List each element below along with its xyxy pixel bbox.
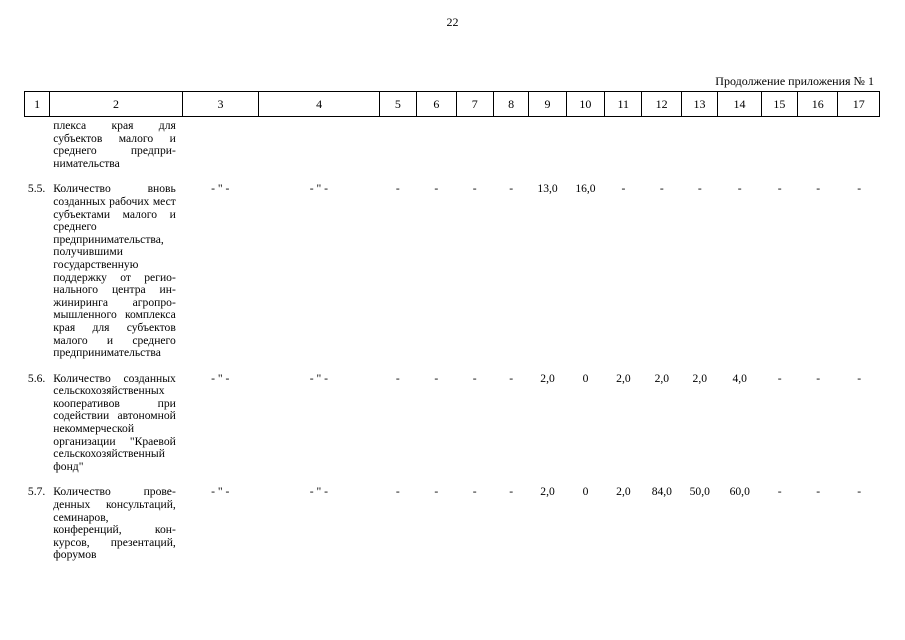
cell-col-17 [838, 120, 880, 170]
column-number-9: 9 [529, 92, 566, 117]
cell-col-16: - [816, 485, 821, 499]
row-number: 5.5. [27, 182, 46, 196]
cell-col-9 [529, 120, 566, 170]
cell-col-5: - [395, 485, 400, 499]
cell-col-7: - [472, 485, 477, 499]
cell-col-5: - [395, 182, 400, 196]
cell-col-12: 2,0 [654, 371, 670, 385]
cell-col-8: - [509, 371, 514, 385]
column-number-2: 2 [50, 92, 182, 117]
column-number-14: 14 [718, 92, 761, 117]
cell-col-10: 0 [582, 485, 589, 499]
column-number-5: 5 [379, 92, 416, 117]
cell-col-13: 50,0 [689, 485, 710, 499]
cell-col-5 [379, 120, 416, 170]
header-row [25, 92, 880, 117]
page-number: 22 [446, 15, 459, 29]
table-row [24, 183, 880, 359]
column-number-10: 10 [566, 92, 604, 117]
column-number-header [24, 91, 880, 117]
cell-col-14 [718, 120, 762, 170]
column-number-11: 11 [605, 92, 642, 117]
column-number-7: 7 [456, 92, 493, 117]
cell-col-16: - [816, 182, 821, 196]
cell-col-13 [682, 120, 718, 170]
cell-col-7 [456, 120, 493, 170]
cell-col-14: - [737, 182, 742, 196]
spacer-cell [24, 360, 880, 373]
column-number-8: 8 [493, 92, 528, 117]
cell-col-11: - [621, 182, 626, 196]
cell-col-8: - [509, 485, 514, 499]
cell-col-6 [417, 120, 456, 170]
cell-col-8: - [509, 182, 514, 196]
cell-col-14: 60,0 [729, 485, 750, 499]
cell-col-15: - [777, 485, 782, 499]
cell-col-9: 2,0 [540, 371, 555, 385]
cell-col-10: 0 [582, 371, 589, 385]
column-number-1: 1 [25, 92, 50, 117]
cell-col-9: 2,0 [540, 485, 555, 499]
cell-col-11: 2,0 [616, 485, 631, 499]
cell-col-4 [259, 120, 379, 170]
cell-col-3: - " - [211, 182, 230, 196]
indicator-table [24, 120, 880, 562]
row-number: 5.7. [27, 485, 46, 499]
table-row [24, 486, 880, 562]
column-number-4: 4 [259, 92, 379, 117]
cell-col-5: - [395, 371, 400, 385]
cell-col-15 [761, 120, 797, 170]
cell-col-7: - [472, 182, 477, 196]
cell-col-16 [798, 120, 838, 170]
cell-col-10: 16,0 [575, 182, 596, 196]
column-number-3: 3 [182, 92, 259, 117]
cell-col-11 [605, 120, 642, 170]
cell-col-3 [182, 120, 259, 170]
cell-col-7: - [472, 371, 477, 385]
indicator-name: плекса края для субъектов малого и среднего предпринимательства [53, 119, 176, 170]
cell-col-14: 4,0 [732, 371, 747, 385]
cell-col-13: 2,0 [692, 371, 708, 385]
cell-col-3: - " - [211, 485, 230, 499]
continuation-caption: Продолжение приложения № 1 [715, 74, 874, 88]
cell-col-4: - " - [309, 485, 329, 499]
cell-col-17: - [857, 485, 862, 499]
cell-col-12: - [659, 182, 664, 196]
cell-col-15: - [777, 182, 782, 196]
indicator-name: Количество вновь созданных рабочих мест субъектами малого и среднего предпринимательства, получившими государственную поддержку от регионального центра инжиниринга агропромышленного комплекса края для субъектов малого и среднего предпринимательства [53, 182, 176, 360]
cell-col-10 [566, 120, 604, 170]
row-number: 5.6. [27, 371, 46, 385]
cell-col-12: 84,0 [651, 485, 672, 499]
cell-col-17: - [857, 182, 862, 196]
indicator-name: Количество проведенных консультаций, семинаров, конференций, конкурсов, презентаций, форумов [53, 485, 176, 562]
cell-col-13: - [697, 182, 702, 196]
indicator-name: Количество созданных сельскохозяйственных кооперативов при содействии автономной некоммерческой организации "Краевой сельскохозяйственный фонд" [53, 371, 176, 473]
table-row [24, 120, 880, 170]
column-number-16: 16 [798, 92, 838, 117]
cell-col-6: - [434, 485, 439, 499]
column-number-6: 6 [417, 92, 456, 117]
cell-col-8 [493, 120, 528, 170]
cell-col-15: - [777, 371, 782, 385]
column-number-17: 17 [838, 92, 880, 117]
cell-col-11: 2,0 [616, 371, 631, 385]
cell-col-17: - [857, 371, 862, 385]
cell-col-4: - " - [309, 182, 329, 196]
cell-col-6: - [434, 182, 439, 196]
row-number [24, 120, 49, 170]
row-spacer [24, 360, 880, 373]
cell-col-16: - [816, 371, 821, 385]
cell-col-6: - [434, 371, 439, 385]
cell-col-12 [642, 120, 681, 170]
cell-col-3: - " - [211, 371, 230, 385]
column-number-12: 12 [642, 92, 681, 117]
cell-col-9: 13,0 [537, 182, 558, 196]
column-number-13: 13 [681, 92, 717, 117]
column-number-15: 15 [761, 92, 797, 117]
cell-col-4: - " - [309, 371, 329, 385]
table-row [24, 373, 880, 474]
